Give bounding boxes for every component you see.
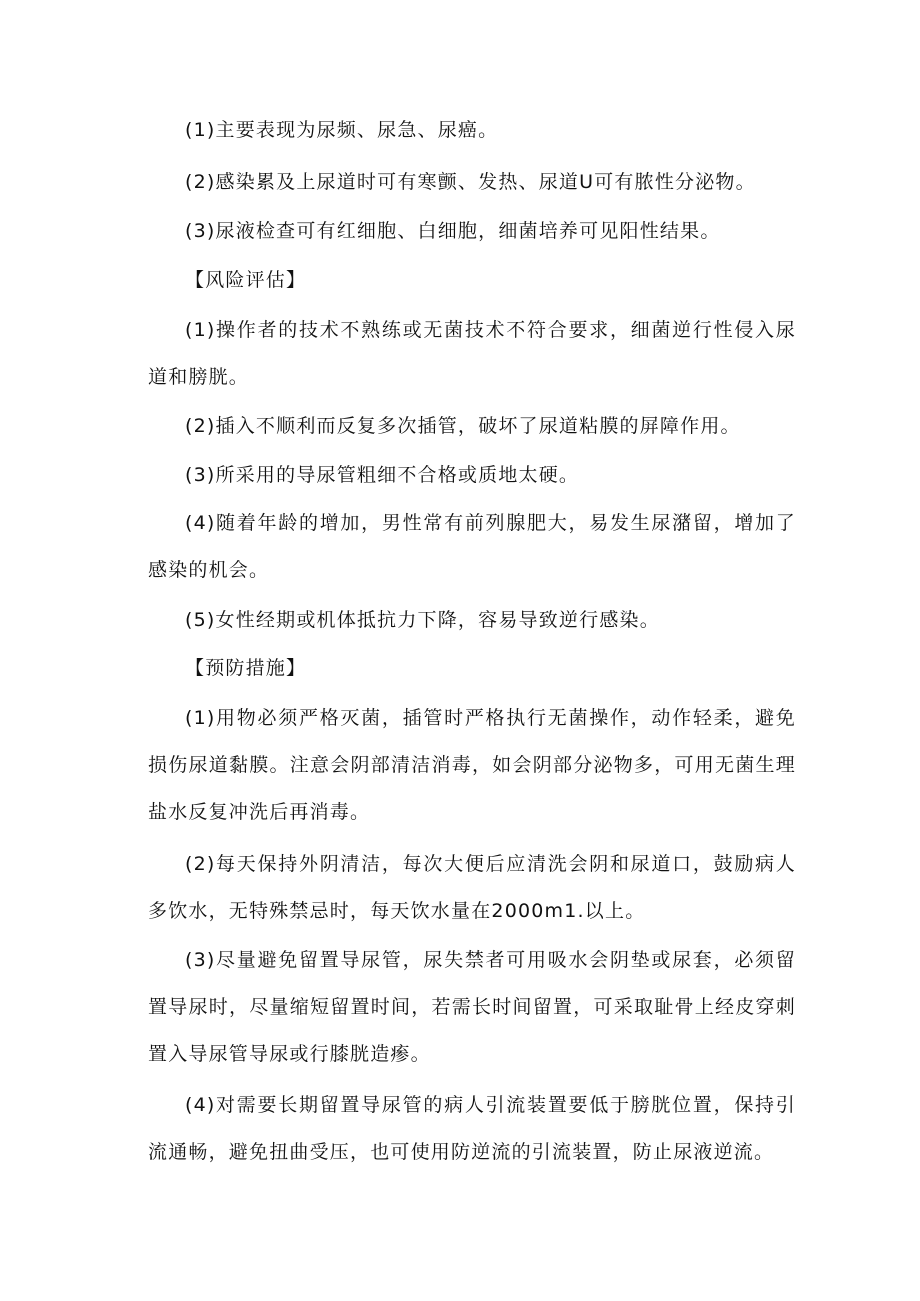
risk-paragraph-2: (2)插入不顺利而反复多次插管，破坏了尿道粘膜的屏障作用。: [185, 415, 741, 437]
prevention-paragraph-3: (3)尽量避免留置导尿管，尿失禁者可用吸水会阴垫或尿套，必须留置导尿时，尽量缩短留置时间，若需长时间留置，可采取耻骨上经皮穿刺置入导尿管导尿或行膝胱造瘆。: [148, 949, 796, 1065]
risk-paragraph-1: (1)操作者的技术不熟练或无菌技术不符合要求，细菌逆行性侵入尿道和膀胱。: [148, 319, 796, 388]
risk-assessment-heading: 【风险评估】: [185, 269, 307, 291]
risk-paragraph-4: (4)随着年龄的增加，男性常有前列腺肥大，易发生尿潴留，增加了感染的机会。: [148, 512, 796, 581]
prevention-paragraph-4: (4)对需要长期留置导尿管的病人引流装置要低于膀胱位置，保持引流通畅，避免扭曲受压，也可使用防逆流的引流装置，防止尿液逆流。: [148, 1094, 796, 1163]
risk-paragraph-5: (5)女性经期或机体抵抗力下降，容易导致逆行感染。: [185, 609, 660, 631]
symptom-paragraph-1: (1)主要表现为尿频、尿急、尿癌。: [185, 119, 499, 141]
symptom-paragraph-3: (3)尿液检查可有红细胞、白细胞，细菌培养可见阳性结果。: [185, 220, 721, 242]
prevention-paragraph-2: (2)每天保持外阴清洁，每次大便后应清洗会阴和尿道口，鼓励病人多饮水，无特殊禁忌时，每天饮水量在2000m1.以上。: [148, 853, 796, 922]
risk-paragraph-3: (3)所采用的导尿管粗细不合格或质地太硬。: [185, 464, 580, 486]
prevention-measures-heading: 【预防措施】: [185, 657, 307, 679]
symptom-paragraph-2: (2)感染累及上尿道时可有寒颤、发热、尿道U可有脓性分泌物。: [185, 171, 756, 193]
prevention-paragraph-1: (1)用物必须严格灭菌，插管时严格执行无菌操作，动作轻柔，避免损伤尿道黏膜。注意会阴部清洁消毒，如会阴部分泌物多，可用无菌生理盐水反复冲洗后再消毒。: [148, 707, 796, 823]
